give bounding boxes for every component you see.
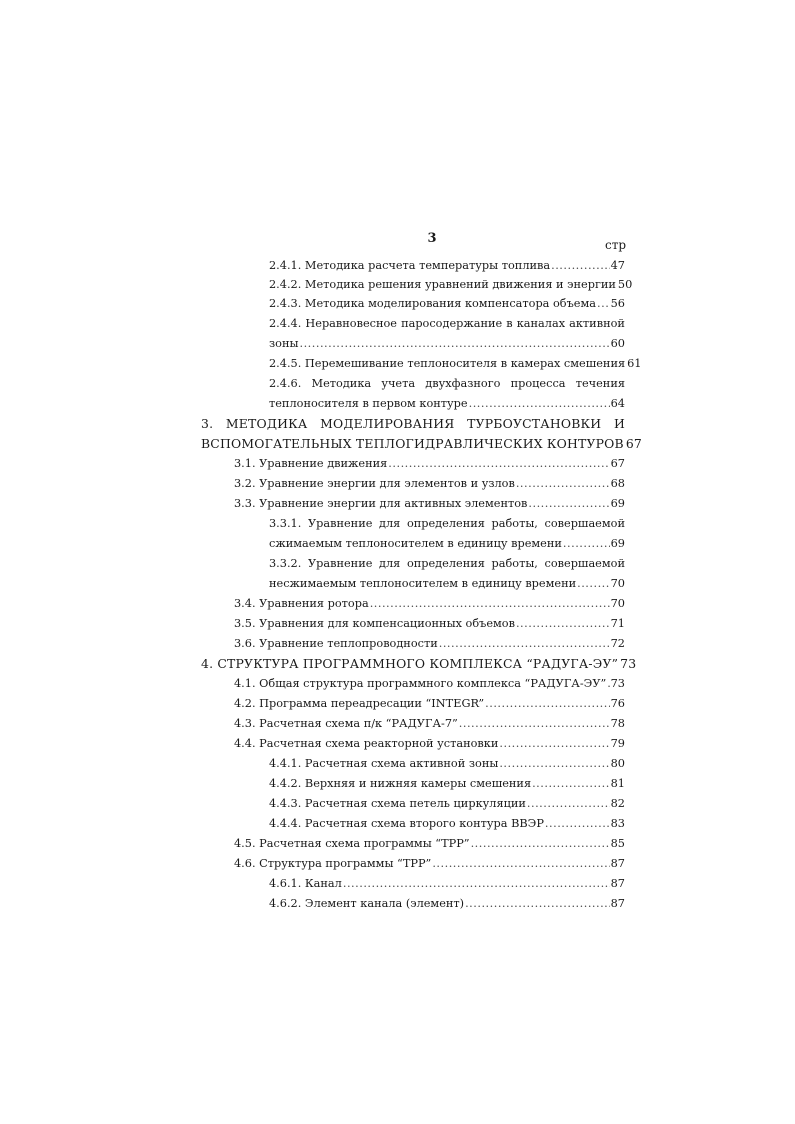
toc-entry-4-4-4 <box>269 814 625 834</box>
toc-entry-3-3-2-line1 <box>269 554 625 574</box>
toc-entry-3-3 <box>234 494 625 514</box>
toc-entry-page: 71 <box>610 617 625 630</box>
toc-word: ТУРБОУСТАНОВКИ <box>467 416 602 431</box>
toc-entry-title: 4.4.2. Верхняя и нижняя камеры смешения <box>269 777 532 790</box>
toc-word: Методика <box>311 377 372 390</box>
toc-word: определения <box>406 517 485 530</box>
toc-entry-2-4-6-line1 <box>269 374 625 394</box>
toc-entry-title: 3.3. Уравнение энергии для активных элементов <box>234 497 528 510</box>
toc-entry-title: 4.6.2. Элемент канала (элемент) <box>269 897 465 910</box>
toc-entry-4-5 <box>234 834 625 854</box>
toc-section-3-line2 <box>201 434 643 454</box>
toc-word: МОДЕЛИРОВАНИЯ <box>320 416 455 431</box>
toc-entry-4-2 <box>234 694 625 714</box>
toc-entry-page: 70 <box>610 597 625 610</box>
toc-entry-4-3 <box>234 714 625 734</box>
toc-entry-page: 67 <box>610 457 625 470</box>
toc-entry-page: 67 <box>625 436 643 451</box>
toc-word: МЕТОДИКА <box>225 416 308 431</box>
toc-entry-title: 4.3. Расчетная схема п/к “РАДУГА-7” <box>234 717 458 730</box>
toc-entry-page: 73 <box>620 656 637 671</box>
toc-entry-page: 87 <box>610 877 625 890</box>
toc-entry-4-4 <box>234 734 625 754</box>
toc-entry-2-4-5 <box>269 354 642 374</box>
toc-word: для <box>379 517 401 530</box>
toc-entry-page: 70 <box>610 577 625 590</box>
page-column-label: стр <box>605 238 627 252</box>
toc-entry-title: 4.4.3. Расчетная схема петель циркуляции <box>269 797 526 810</box>
toc-entry-page: 73 <box>610 677 625 690</box>
toc-word: 3. <box>201 416 214 431</box>
toc-entry-4-1 <box>234 674 625 694</box>
toc-entry-page: 69 <box>610 497 625 510</box>
toc-entry-title: теплоносителя в первом контуре <box>269 397 468 410</box>
toc-entry-title: 2.4.3. Методика моделирования компенсатора объема <box>269 297 597 310</box>
toc-entry-page: 69 <box>610 537 625 550</box>
toc-entry-4-6 <box>234 854 625 874</box>
toc-entry-3-2 <box>234 474 625 494</box>
toc-entry-page: 78 <box>610 717 625 730</box>
toc-entry-3-3-2-line2 <box>269 574 625 594</box>
toc-entry-4-4-1 <box>269 754 625 774</box>
toc-entry-2-4-1 <box>269 256 625 276</box>
toc-entry-title: 2.4.5. Перемешивание теплоносителя в камерах смешения <box>269 357 626 370</box>
toc-section-3-line1 <box>201 414 625 434</box>
toc-entry-2-4-4-line1 <box>269 314 625 334</box>
toc-entry-3-5 <box>234 614 625 634</box>
toc-entry-3-3-1-line2 <box>269 534 625 554</box>
toc-word: двухфазного <box>425 377 501 390</box>
toc-entry-2-4-2 <box>269 275 633 295</box>
toc-word: 3.3.2. <box>269 557 302 570</box>
toc-word: активной <box>569 317 625 330</box>
toc-entry-title: зоны <box>269 337 299 350</box>
toc-entry-page: 83 <box>610 817 625 830</box>
toc-entry-2-4-4-line2 <box>269 334 625 354</box>
toc-entry-title: 2.4.1. Методика расчета температуры топлива <box>269 259 551 272</box>
toc-word: совершаемой <box>544 517 625 530</box>
toc-entry-page: 87 <box>610 857 625 870</box>
toc-section-4 <box>201 654 637 674</box>
toc-entry-page: 79 <box>610 737 625 750</box>
toc-word: 2.4.4. <box>269 317 302 330</box>
toc-word: паросодержание <box>401 317 503 330</box>
toc-entry-page: 56 <box>610 297 625 310</box>
toc-word: в <box>506 317 513 330</box>
toc-word: для <box>379 557 401 570</box>
toc-entry-page: 50 <box>617 278 633 291</box>
toc-entry-title: 4. СТРУКТУРА ПРОГРАММНОГО КОМПЛЕКСА “РАДУГА-ЭУ” <box>201 656 619 671</box>
toc-entry-title: 2.4.2. Методика решения уравнений движения и энергии <box>269 278 616 291</box>
toc-entry-title: несжимаемым теплоносителем в единицу времени <box>269 577 577 590</box>
toc-entry-page: 82 <box>610 797 625 810</box>
toc-entry-title: 4.6. Структура программы “TPP” <box>234 857 432 870</box>
toc-entry-4-4-3 <box>269 794 625 814</box>
toc-entry-title: 4.5. Расчетная схема программы “TPP” <box>234 837 470 850</box>
toc-entry-page: 64 <box>610 397 625 410</box>
toc-entry-title: 3.4. Уравнения ротора <box>234 597 369 610</box>
toc-entry-title: 3.5. Уравнения для компенсационных объемов <box>234 617 515 630</box>
toc-entry-page: 87 <box>610 897 625 910</box>
toc-entry-title: ВСПОМОГАТЕЛЬНЫХ ТЕПЛОГИДРАВЛИЧЕСКИХ КОНТУРОВ <box>201 436 624 451</box>
toc-word: учета <box>381 377 416 390</box>
toc-entry-page: 81 <box>610 777 625 790</box>
toc-word: работы, <box>491 517 538 530</box>
toc-entry-page: 76 <box>610 697 625 710</box>
toc-entry-title: сжимаемым теплоносителем в единицу времени <box>269 537 562 550</box>
toc-entry-title: 4.2. Программа переадресации “INTEGR” <box>234 697 485 710</box>
toc-entry-page: 80 <box>610 757 625 770</box>
toc-word: 2.4.6. <box>269 377 302 390</box>
toc-entry-title: 3.2. Уравнение энергии для элементов и узлов <box>234 477 515 490</box>
toc-entry-3-4 <box>234 594 625 614</box>
toc-word: определения <box>406 557 485 570</box>
toc-word: совершаемой <box>544 557 625 570</box>
toc-entry-title: 4.4.4. Расчетная схема второго контура ВВЭР <box>269 817 544 830</box>
toc-entry-page: 68 <box>610 477 625 490</box>
toc-entry-page: 61 <box>627 357 642 370</box>
toc-entry-4-6-1 <box>269 874 625 894</box>
toc-word: каналах <box>516 317 566 330</box>
toc-entry-3-3-1-line1 <box>269 514 625 534</box>
toc-word: работы, <box>491 557 538 570</box>
toc-word: Неравновесное <box>305 317 397 330</box>
toc-word: процесса <box>510 377 566 390</box>
toc-word: Уравнение <box>307 557 373 570</box>
toc-word: течения <box>575 377 625 390</box>
toc-word: Уравнение <box>307 517 373 530</box>
toc-entry-4-6-2 <box>269 894 625 914</box>
toc-entry-3-1 <box>234 454 625 474</box>
toc-entry-title: 4.4. Расчетная схема реакторной установки <box>234 737 499 750</box>
toc-entry-page: 47 <box>610 259 625 272</box>
toc-word: 3.3.1. <box>269 517 302 530</box>
toc-entry-3-6 <box>234 634 625 654</box>
toc-entry-title: 3.6. Уравнение теплопроводности <box>234 637 438 650</box>
toc-entry-title: 4.6.1. Канал <box>269 877 342 890</box>
toc-entry-page: 60 <box>610 337 625 350</box>
toc-entry-title: 3.1. Уравнение движения <box>234 457 388 470</box>
toc-entry-title: 4.4.1. Расчетная схема активной зоны <box>269 757 499 770</box>
page-number: 3 <box>427 231 437 246</box>
toc-entry-page: 72 <box>610 637 625 650</box>
toc-entry-2-4-6-line2 <box>269 394 625 414</box>
toc-entry-title: 4.1. Общая структура программного комплекса “РАДУГА-ЭУ” <box>234 677 607 690</box>
toc-entry-page: 85 <box>610 837 625 850</box>
toc-entry-4-4-2 <box>269 774 625 794</box>
toc-entry-2-4-3 <box>269 294 625 314</box>
toc-word: И <box>613 416 625 431</box>
